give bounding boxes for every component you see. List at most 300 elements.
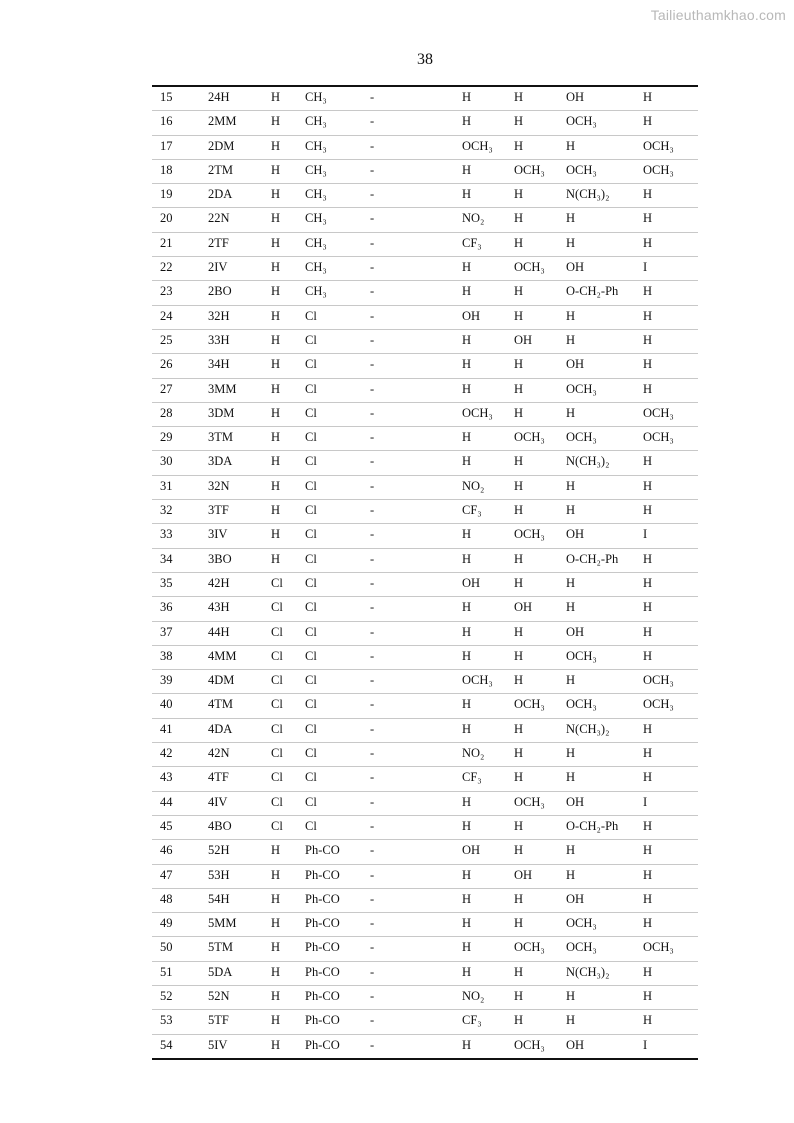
- cell-code: 33H: [208, 332, 230, 347]
- cell-r7: H: [643, 187, 653, 202]
- cell-r3: -: [370, 187, 375, 202]
- cell-r4: H: [462, 454, 472, 469]
- cell-index: 37: [160, 624, 173, 639]
- cell-r4: CF₃: [462, 503, 482, 518]
- cell-r6: H: [566, 673, 576, 688]
- table-row: [152, 985, 698, 1009]
- cell-r1: Cl: [271, 697, 283, 712]
- table-row: [152, 548, 698, 572]
- cell-r4: H: [462, 90, 472, 104]
- cell-code: 2IV: [208, 260, 228, 275]
- cell-r4: CF₃: [462, 235, 482, 250]
- cell-r5: H: [514, 673, 524, 688]
- cell-code: 4DA: [208, 721, 233, 736]
- cell-index: 22: [160, 260, 173, 275]
- cell-r4: H: [462, 551, 472, 566]
- cell-code: 3DA: [208, 454, 233, 469]
- cell-r2: Cl: [305, 770, 317, 785]
- cell-r2: Cl: [305, 624, 317, 639]
- cell-r1: Cl: [271, 818, 283, 833]
- cell-r3: -: [370, 648, 375, 663]
- cell-r5: OCH₃: [514, 430, 545, 445]
- cell-r7: H: [643, 308, 653, 323]
- table-row: [152, 961, 698, 985]
- cell-r2: Cl: [305, 503, 317, 518]
- cell-r7: I: [643, 1037, 648, 1052]
- cell-r5: H: [514, 478, 524, 493]
- cell-code: 3MM: [208, 381, 237, 396]
- cell-index: 52: [160, 988, 173, 1003]
- cell-index: 40: [160, 697, 173, 712]
- cell-index: 15: [160, 90, 173, 104]
- cell-r7: H: [643, 891, 653, 906]
- cell-r7: H: [643, 867, 653, 882]
- cell-r2: Cl: [305, 405, 317, 420]
- cell-r2: Cl: [305, 478, 317, 493]
- cell-r1: Cl: [271, 624, 283, 639]
- cell-code: 52H: [208, 843, 230, 858]
- cell-r6: H: [566, 405, 576, 420]
- cell-r2: Cl: [305, 575, 317, 590]
- cell-index: 36: [160, 600, 173, 615]
- cell-r3: -: [370, 235, 375, 250]
- cell-r6: OH: [566, 90, 585, 104]
- cell-r3: -: [370, 260, 375, 275]
- cell-r2: CH₃: [305, 187, 327, 202]
- cell-index: 46: [160, 843, 173, 858]
- cell-r4: H: [462, 381, 472, 396]
- cell-r5: H: [514, 503, 524, 518]
- table-row: [152, 1034, 698, 1058]
- cell-r2: CH₃: [305, 138, 327, 153]
- cell-r1: H: [271, 260, 281, 275]
- table-row: [152, 791, 698, 815]
- cell-index: 33: [160, 527, 173, 542]
- cell-code: 3BO: [208, 551, 232, 566]
- cell-r7: H: [643, 770, 653, 785]
- cell-r5: H: [514, 648, 524, 663]
- cell-r7: H: [643, 90, 653, 104]
- cell-r5: OH: [514, 867, 533, 882]
- cell-r4: OCH₃: [462, 405, 493, 420]
- cell-r2: Cl: [305, 818, 317, 833]
- cell-r1: Cl: [271, 575, 283, 590]
- cell-r5: OCH₃: [514, 527, 545, 542]
- cell-r7: H: [643, 600, 653, 615]
- cell-r5: H: [514, 454, 524, 469]
- cell-r4: H: [462, 964, 472, 979]
- cell-index: 29: [160, 430, 173, 445]
- cell-r6: N(CH₃)₂: [566, 187, 610, 202]
- cell-r2: Cl: [305, 551, 317, 566]
- cell-r1: H: [271, 235, 281, 250]
- cell-r2: Cl: [305, 527, 317, 542]
- cell-r6: OCH₃: [566, 381, 597, 396]
- cell-r7: H: [643, 381, 653, 396]
- table-row: [152, 353, 698, 377]
- cell-r1: Cl: [271, 600, 283, 615]
- cell-r7: H: [643, 988, 653, 1003]
- cell-r5: H: [514, 964, 524, 979]
- cell-r1: H: [271, 405, 281, 420]
- table-row: [152, 256, 698, 280]
- compound-table: [152, 85, 698, 1060]
- cell-index: 34: [160, 551, 173, 566]
- cell-r7: I: [643, 260, 648, 275]
- cell-r3: -: [370, 551, 375, 566]
- cell-r1: H: [271, 916, 281, 931]
- cell-r3: -: [370, 162, 375, 177]
- cell-r2: Cl: [305, 454, 317, 469]
- cell-r1: H: [271, 284, 281, 299]
- cell-r5: OCH₃: [514, 794, 545, 809]
- cell-code: 52N: [208, 988, 230, 1003]
- cell-code: 34H: [208, 357, 230, 372]
- table-row: [152, 718, 698, 742]
- cell-r6: OH: [566, 260, 585, 275]
- cell-r5: H: [514, 90, 524, 104]
- cell-r2: Cl: [305, 381, 317, 396]
- cell-r1: H: [271, 114, 281, 129]
- table-row: [152, 912, 698, 936]
- cell-r6: H: [566, 235, 576, 250]
- cell-r2: Cl: [305, 697, 317, 712]
- cell-r2: Ph-CO: [305, 867, 340, 882]
- cell-r5: H: [514, 187, 524, 202]
- cell-r7: H: [643, 284, 653, 299]
- cell-r1: H: [271, 1013, 281, 1028]
- cell-r6: OH: [566, 1037, 585, 1052]
- cell-r4: H: [462, 430, 472, 445]
- cell-r1: H: [271, 381, 281, 396]
- cell-r3: -: [370, 867, 375, 882]
- cell-r4: OH: [462, 843, 481, 858]
- cell-r1: Cl: [271, 648, 283, 663]
- cell-r6: O-CH₂-Ph: [566, 818, 619, 833]
- cell-r5: H: [514, 381, 524, 396]
- cell-r4: OH: [462, 308, 481, 323]
- cell-r5: OCH₃: [514, 162, 545, 177]
- cell-r5: OCH₃: [514, 260, 545, 275]
- table-row: [152, 475, 698, 499]
- cell-index: 26: [160, 357, 173, 372]
- cell-code: 5MM: [208, 916, 237, 931]
- cell-r6: OCH₃: [566, 430, 597, 445]
- table-row: [152, 888, 698, 912]
- cell-code: 54H: [208, 891, 230, 906]
- cell-r6: OCH₃: [566, 940, 597, 955]
- cell-code: 44H: [208, 624, 230, 639]
- cell-r3: -: [370, 430, 375, 445]
- cell-r1: H: [271, 454, 281, 469]
- table-row: [152, 621, 698, 645]
- cell-r3: -: [370, 478, 375, 493]
- cell-r4: H: [462, 527, 472, 542]
- cell-code: 22N: [208, 211, 230, 226]
- cell-r7: OCH₃: [643, 940, 674, 955]
- cell-r5: H: [514, 891, 524, 906]
- table-row: [152, 329, 698, 353]
- cell-r7: I: [643, 527, 648, 542]
- cell-r2: Ph-CO: [305, 916, 340, 931]
- cell-r6: H: [566, 503, 576, 518]
- cell-r7: H: [643, 235, 653, 250]
- cell-r6: O-CH₂-Ph: [566, 284, 619, 299]
- cell-index: 32: [160, 503, 173, 518]
- cell-r2: Ph-CO: [305, 891, 340, 906]
- cell-r6: H: [566, 746, 576, 761]
- cell-index: 20: [160, 211, 173, 226]
- table-row: [152, 378, 698, 402]
- cell-r3: -: [370, 721, 375, 736]
- cell-code: 3IV: [208, 527, 228, 542]
- cell-r3: -: [370, 1037, 375, 1052]
- cell-r2: Cl: [305, 430, 317, 445]
- cell-index: 42: [160, 746, 173, 761]
- cell-r7: OCH₃: [643, 673, 674, 688]
- cell-r1: H: [271, 162, 281, 177]
- cell-code: 5DA: [208, 964, 233, 979]
- cell-r1: H: [271, 843, 281, 858]
- cell-r3: -: [370, 90, 375, 104]
- cell-r2: Ph-CO: [305, 988, 340, 1003]
- cell-r2: CH₃: [305, 114, 327, 129]
- cell-r3: -: [370, 114, 375, 129]
- cell-r5: H: [514, 770, 524, 785]
- table-row: [152, 669, 698, 693]
- cell-r1: H: [271, 211, 281, 226]
- cell-code: 2DM: [208, 138, 235, 153]
- cell-index: 31: [160, 478, 173, 493]
- cell-r5: OH: [514, 600, 533, 615]
- cell-code: 4DM: [208, 673, 235, 688]
- table-row: [152, 280, 698, 304]
- cell-index: 51: [160, 964, 173, 979]
- cell-index: 35: [160, 575, 173, 590]
- cell-r6: N(CH₃)₂: [566, 964, 610, 979]
- cell-r1: Cl: [271, 746, 283, 761]
- cell-r7: H: [643, 478, 653, 493]
- cell-r7: H: [643, 624, 653, 639]
- cell-r4: OCH₃: [462, 673, 493, 688]
- cell-index: 39: [160, 673, 173, 688]
- table-row: [152, 839, 698, 863]
- cell-index: 24: [160, 308, 173, 323]
- cell-r2: Ph-CO: [305, 843, 340, 858]
- cell-r7: H: [643, 818, 653, 833]
- table-row: [152, 426, 698, 450]
- cell-r6: H: [566, 600, 576, 615]
- cell-code: 5IV: [208, 1037, 228, 1052]
- cell-r1: H: [271, 308, 281, 323]
- cell-r2: Cl: [305, 332, 317, 347]
- cell-r3: -: [370, 697, 375, 712]
- cell-r7: OCH₃: [643, 697, 674, 712]
- cell-code: 4IV: [208, 794, 228, 809]
- cell-r2: Ph-CO: [305, 1013, 340, 1028]
- cell-r3: -: [370, 503, 375, 518]
- cell-code: 2MM: [208, 114, 237, 129]
- cell-r7: H: [643, 964, 653, 979]
- table-row: [152, 135, 698, 159]
- cell-r2: Cl: [305, 721, 317, 736]
- table-row: [152, 450, 698, 474]
- table-row: [152, 645, 698, 669]
- cell-r1: H: [271, 891, 281, 906]
- cell-code: 3TF: [208, 503, 229, 518]
- cell-index: 41: [160, 721, 173, 736]
- cell-r4: OH: [462, 575, 481, 590]
- cell-r4: H: [462, 260, 472, 275]
- cell-code: 43H: [208, 600, 230, 615]
- cell-r6: H: [566, 211, 576, 226]
- cell-code: 42H: [208, 575, 230, 590]
- cell-r6: H: [566, 843, 576, 858]
- table-row: [152, 87, 698, 110]
- cell-r5: H: [514, 357, 524, 372]
- table-row: [152, 936, 698, 960]
- cell-r3: -: [370, 770, 375, 785]
- cell-code: 53H: [208, 867, 230, 882]
- cell-index: 17: [160, 138, 173, 153]
- cell-r4: H: [462, 940, 472, 955]
- cell-code: 4TM: [208, 697, 233, 712]
- cell-r5: H: [514, 721, 524, 736]
- cell-r6: H: [566, 308, 576, 323]
- table-row: [152, 207, 698, 231]
- cell-r3: -: [370, 624, 375, 639]
- cell-index: 54: [160, 1037, 173, 1052]
- cell-r5: H: [514, 818, 524, 833]
- cell-index: 38: [160, 648, 173, 663]
- cell-r6: O-CH₂-Ph: [566, 551, 619, 566]
- cell-r5: H: [514, 114, 524, 129]
- cell-r3: -: [370, 381, 375, 396]
- cell-code: 32N: [208, 478, 230, 493]
- cell-r3: -: [370, 988, 375, 1003]
- cell-r6: H: [566, 332, 576, 347]
- cell-r2: Ph-CO: [305, 1037, 340, 1052]
- table-row: [152, 232, 698, 256]
- cell-r5: H: [514, 916, 524, 931]
- cell-index: 49: [160, 916, 173, 931]
- table-row: [152, 523, 698, 547]
- cell-r1: H: [271, 1037, 281, 1052]
- cell-r1: H: [271, 478, 281, 493]
- table-row: [152, 183, 698, 207]
- table-row: [152, 402, 698, 426]
- cell-r6: H: [566, 988, 576, 1003]
- cell-r6: OH: [566, 891, 585, 906]
- cell-r6: H: [566, 770, 576, 785]
- cell-r6: OH: [566, 794, 585, 809]
- cell-r3: -: [370, 964, 375, 979]
- cell-r2: CH₃: [305, 235, 327, 250]
- cell-r2: Cl: [305, 308, 317, 323]
- cell-r2: CH₃: [305, 260, 327, 275]
- cell-r1: H: [271, 503, 281, 518]
- cell-r5: OCH₃: [514, 697, 545, 712]
- cell-code: 4MM: [208, 648, 237, 663]
- cell-r3: -: [370, 794, 375, 809]
- cell-r1: Cl: [271, 770, 283, 785]
- cell-r6: OH: [566, 624, 585, 639]
- table-row: [152, 305, 698, 329]
- cell-r7: H: [643, 648, 653, 663]
- cell-r5: H: [514, 624, 524, 639]
- cell-code: 2DA: [208, 187, 233, 202]
- table-row: [152, 742, 698, 766]
- cell-r4: CF₃: [462, 1013, 482, 1028]
- table-row: [152, 110, 698, 134]
- table-row: [152, 766, 698, 790]
- cell-r2: Cl: [305, 794, 317, 809]
- cell-r1: H: [271, 90, 281, 104]
- cell-r6: OCH₃: [566, 648, 597, 663]
- cell-r7: H: [643, 575, 653, 590]
- cell-r7: H: [643, 503, 653, 518]
- table-row: [152, 1009, 698, 1033]
- cell-r1: H: [271, 988, 281, 1003]
- cell-r5: OH: [514, 332, 533, 347]
- cell-r5: OCH₃: [514, 940, 545, 955]
- cell-r1: H: [271, 940, 281, 955]
- watermark: Tailieuthamkhao.com: [650, 7, 786, 23]
- cell-r4: H: [462, 721, 472, 736]
- cell-r4: H: [462, 891, 472, 906]
- cell-r3: -: [370, 940, 375, 955]
- cell-r1: H: [271, 867, 281, 882]
- page-number: 38: [417, 51, 433, 68]
- cell-r5: H: [514, 746, 524, 761]
- cell-r5: H: [514, 211, 524, 226]
- cell-r4: NO₂: [462, 746, 485, 761]
- cell-r3: -: [370, 818, 375, 833]
- cell-code: 24H: [208, 90, 230, 104]
- cell-r6: H: [566, 575, 576, 590]
- cell-r6: H: [566, 867, 576, 882]
- cell-r2: CH₃: [305, 284, 327, 299]
- cell-code: 32H: [208, 308, 230, 323]
- cell-code: 3DM: [208, 405, 235, 420]
- cell-r7: OCH₃: [643, 162, 674, 177]
- cell-r7: I: [643, 794, 648, 809]
- cell-index: 27: [160, 381, 173, 396]
- cell-r1: H: [271, 430, 281, 445]
- cell-r3: -: [370, 332, 375, 347]
- cell-r1: H: [271, 357, 281, 372]
- cell-r3: -: [370, 673, 375, 688]
- cell-r4: H: [462, 357, 472, 372]
- cell-r7: H: [643, 721, 653, 736]
- cell-r4: NO₂: [462, 478, 485, 493]
- cell-r6: OCH₃: [566, 697, 597, 712]
- cell-index: 30: [160, 454, 173, 469]
- cell-r5: H: [514, 551, 524, 566]
- cell-r2: Cl: [305, 746, 317, 761]
- cell-r5: OCH₃: [514, 1037, 545, 1052]
- cell-r4: H: [462, 284, 472, 299]
- cell-r6: N(CH₃)₂: [566, 721, 610, 736]
- cell-r2: Cl: [305, 600, 317, 615]
- cell-index: 28: [160, 405, 173, 420]
- table-row: [152, 596, 698, 620]
- cell-r4: H: [462, 697, 472, 712]
- cell-r1: H: [271, 964, 281, 979]
- cell-r7: OCH₃: [643, 430, 674, 445]
- cell-r5: H: [514, 284, 524, 299]
- cell-r3: -: [370, 843, 375, 858]
